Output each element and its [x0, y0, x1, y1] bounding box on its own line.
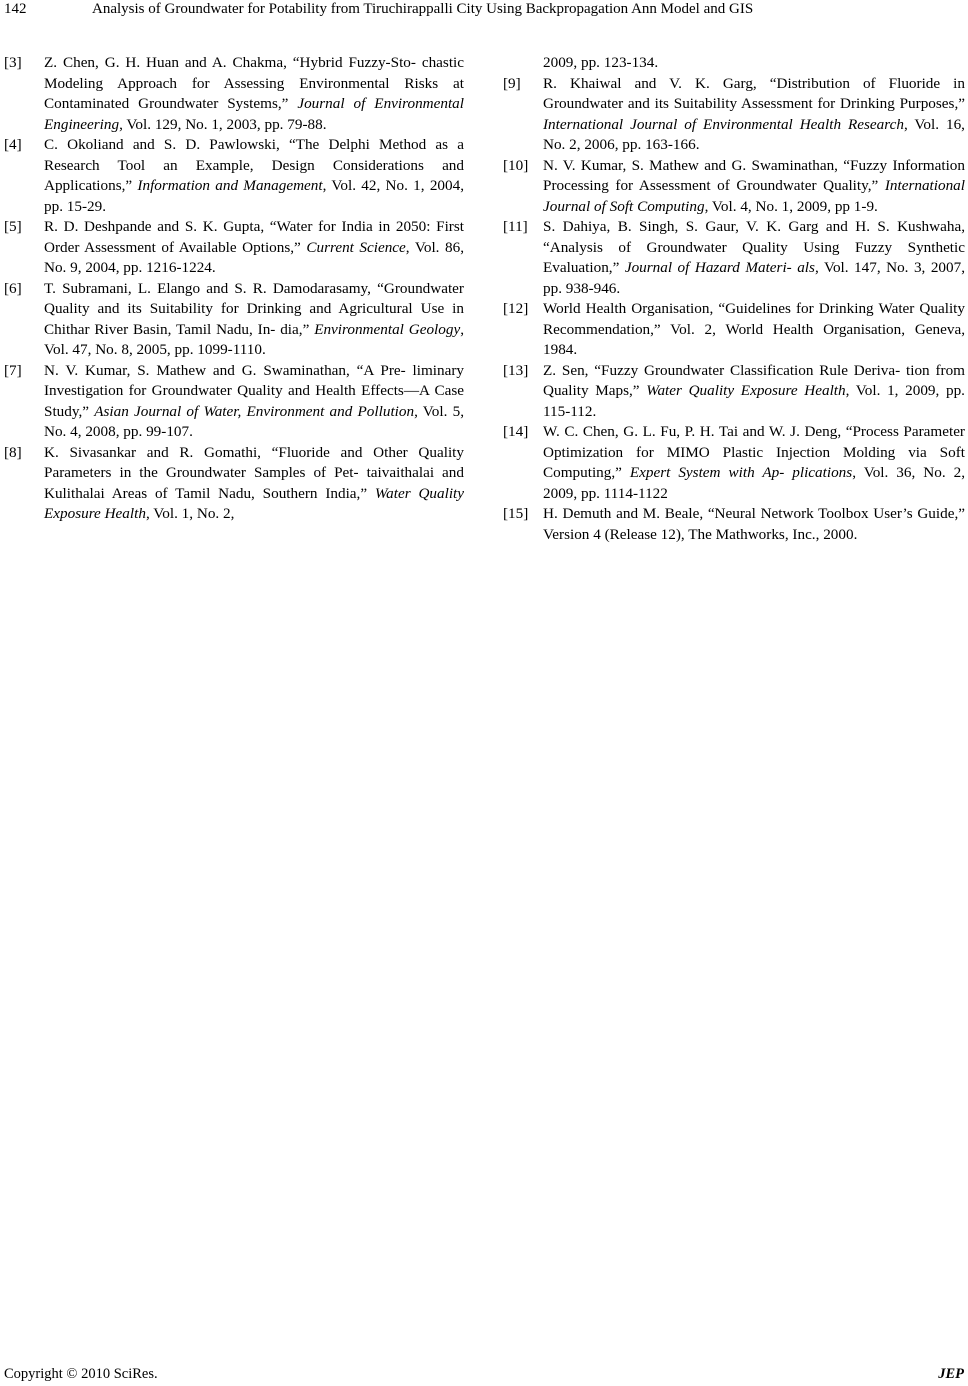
reference-details: , Vol. 147, No. 3, 2007, pp. 938-946. — [543, 259, 966, 297]
reference-number: [11] — [503, 218, 528, 235]
reference-number: [8] — [4, 443, 22, 461]
reference-text: H. Demuth and M. Beale, “Neural Network Toolbox User’s Guide,” Version 4 (Release 12), The Mathworks, Inc., 2000. — [543, 505, 965, 543]
reference-7 — [4, 361, 464, 443]
reference-details: , Vol. 1, No. 2, — [145, 505, 235, 522]
reference-journal: Journal of Hazard Materi- als — [624, 259, 815, 276]
reference-5 — [4, 217, 464, 279]
reference-details: , Vol. 5, No. 4, 2008, pp. 99-107. — [44, 402, 465, 440]
reference-text: Z. Sen, “Fuzzy Groundwater Classification Rule Deriva- tion from Quality Maps,” — [543, 361, 965, 399]
reference-details: , Vol. 4, No. 1, 2009, pp 1-9. — [704, 197, 878, 215]
reference-3 — [4, 53, 464, 135]
reference-number: [4] — [4, 136, 22, 153]
reference-journal: Water Quality Exposure Health — [44, 484, 464, 522]
reference-9 — [503, 74, 965, 156]
reference-text: N. V. Kumar, S. Mathew and G. Swaminathan, “A Pre- liminary Investigation for Groundwater Quality and Health Effects—A Case Study,” — [44, 361, 464, 420]
reference-details: , Vol. 16, No. 2, 2006, pp. 163-166. — [543, 115, 965, 153]
reference-8-continuation: 2009, pp. 123-134. — [543, 54, 659, 71]
copyright-notice: Copyright © 2010 SciRes. — [4, 1366, 158, 1382]
reference-details: , Vol. 42, No. 1, 2004, pp. 15-29. — [44, 177, 465, 215]
reference-details: , Vol. 47, No. 8, 2005, pp. 1099-1110. — [44, 320, 465, 358]
reference-8 — [4, 443, 464, 525]
reference-details: , Vol. 129, No. 1, 2003, pp. 79-88. — [119, 115, 327, 133]
reference-number: [12] — [503, 300, 529, 317]
reference-text: R. Khaiwal and V. K. Garg, “Distribution of Fluoride in Groundwater and its Suitability Assessment for Drinking Purposes,” — [543, 74, 965, 112]
reference-text: World Health Organisation, “Guidelines for Drinking Water Quality Recommendation,” Vol. 2, World Health Organisation, Geneva, 1984. — [543, 300, 965, 358]
reference-journal: Environmental Geology — [314, 320, 461, 338]
reference-number: [7] — [4, 361, 22, 379]
page-header — [0, 0, 968, 24]
reference-text: K. Sivasankar and R. Gomathi, “Fluoride and Other Quality Parameters in the Groundwater Samples of Pet- taivaithalai and Kulithalai Areas of Tamil Nadu, Southern India,” — [44, 443, 464, 502]
reference-journal: International Journal of Soft Computing — [543, 177, 965, 215]
reference-journal: Journal of Environmental Engineering — [44, 95, 464, 133]
reference-details: , Vol. 1, 2009, pp. 115-112. — [543, 382, 965, 420]
reference-text: N. V. Kumar, S. Mathew and G. Swaminathan, “Fuzzy Information Processing for Assessment of Groundwater Quality,” — [543, 156, 965, 194]
reference-6 — [4, 279, 464, 361]
reference-12 — [503, 299, 965, 361]
reference-15 — [503, 504, 965, 545]
reference-journal: Information and Management — [137, 177, 323, 194]
reference-journal: International Journal of Environmental Health Research — [543, 115, 904, 133]
page-number: 142 — [4, 1, 27, 17]
reference-number: [6] — [4, 279, 22, 297]
reference-journal: Asian Journal of Water, Environment and Pollution — [94, 402, 415, 420]
reference-text: R. D. Deshpande and S. K. Gupta, “Water for India in 2050: First Order Assessment of Available Options,” — [44, 218, 464, 256]
reference-13 — [503, 361, 965, 423]
reference-text: S. Dahiya, B. Singh, S. Gaur, V. K. Garg and H. S. Kushwaha, “Analysis of Groundwater Quality Using Fuzzy Synthetic Evaluation,” — [543, 218, 965, 276]
reference-text: C. Okoliand and S. D. Pawlowski, “The Delphi Method as a Research Tool an Example, Design Considerations and Applications,” — [44, 136, 464, 194]
reference-14 — [503, 422, 965, 504]
reference-details: , Vol. 36, No. 2, 2009, pp. 1114-1122 — [543, 464, 965, 502]
reference-4 — [4, 135, 464, 217]
reference-details: , Vol. 86, No. 9, 2004, pp. 1216-1224. — [44, 238, 464, 276]
journal-abbreviation: JEP — [938, 1366, 964, 1382]
reference-11 — [503, 217, 965, 299]
reference-number: [5] — [4, 218, 22, 235]
reference-number: [15] — [503, 505, 529, 522]
reference-number: [3] — [4, 54, 22, 71]
reference-10 — [503, 156, 965, 218]
reference-number: [10] — [503, 156, 529, 174]
reference-journal: Water Quality Exposure Health — [646, 382, 846, 399]
right-column — [503, 53, 965, 545]
left-column — [4, 53, 464, 525]
reference-number: [14] — [503, 423, 529, 440]
reference-number: [9] — [503, 74, 521, 92]
reference-text: T. Subramani, L. Elango and S. R. Damodarasamy, “Groundwater Quality and its Suitability for Drinking and Agricultural Use in Chithar River Basin, Tamil Nadu, In- dia,” — [44, 279, 464, 338]
reference-text: W. C. Chen, G. L. Fu, P. H. Tai and W. J. Deng, “Process Parameter Optimization for MIMO Plastic Injection Molding via Soft Computing,” — [543, 423, 965, 481]
reference-text: Z. Chen, G. H. Huan and A. Chakma, “Hybrid Fuzzy-Sto- chastic Modeling Approach for Assessing Environmental Risks at Contaminated Groundwater Systems,” — [44, 54, 464, 112]
reference-number: [13] — [503, 361, 529, 379]
reference-journal: Current Science — [306, 238, 406, 256]
reference-journal: Expert System with Ap- plications — [629, 464, 853, 481]
running-title: Analysis of Groundwater for Potability from Tiruchirappalli City Using Backpropagation Ann Model and GIS — [92, 1, 754, 17]
